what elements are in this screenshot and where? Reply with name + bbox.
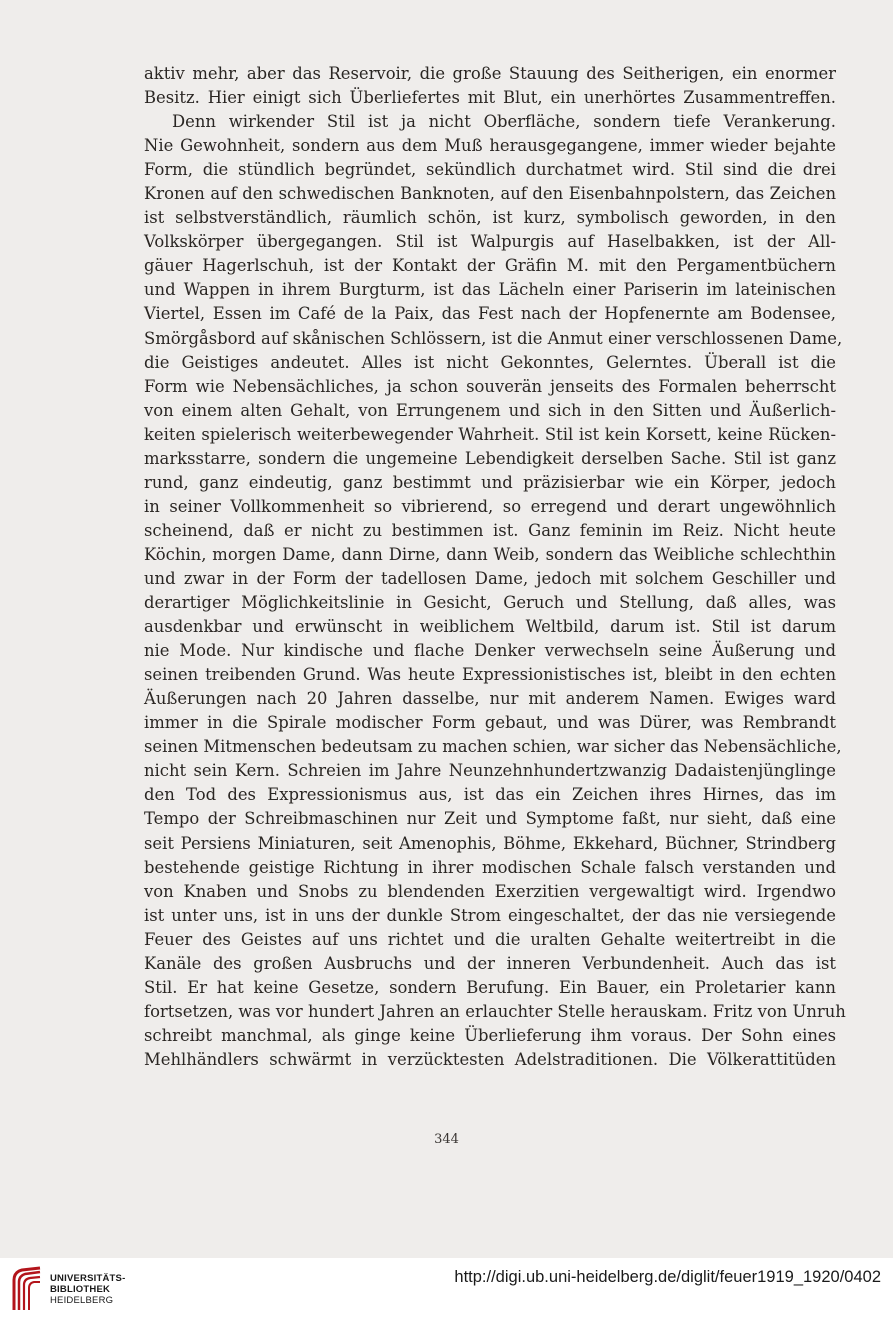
text-line: seinen Mitmenschen bedeutsam zu machen schien, war sicher das Nebensächliche, — [144, 737, 842, 757]
text-line: und Wappen in ihrem Burgturm, ist das Lächeln einer Pariserin im lateinischen — [144, 280, 836, 300]
university-library-logo-icon — [10, 1266, 44, 1312]
library-name — [50, 1273, 125, 1306]
text-line: ist selbstverständlich, räumlich schön, ist kurz, symbolisch geworden, in den — [144, 208, 836, 228]
text-line: Köchin, morgen Dame, dann Dirne, dann Weib, sondern das Weibliche schlechthin — [144, 544, 836, 564]
text-line: Nie Gewohnheit, sondern aus dem Muß herausgegangene, immer wieder bejahte — [144, 136, 836, 156]
library-name-line-3: HEIDELBERG — [50, 1295, 114, 1306]
text-line: in seiner Vollkommenheit so vibrierend, so erregend und derart ungewöhnlich — [144, 496, 836, 516]
text-line: gäuer Hagerlschuh, ist der Kontakt der Gräfin M. mit den Pergamentbüchern — [144, 256, 836, 276]
text-line: derartiger Möglichkeitslinie in Gesicht, Geruch und Stellung, daß alles, was — [144, 593, 836, 613]
text-line: Stil. Er hat keine Gesetze, sondern Berufung. Ein Bauer, ein Proletarier kann — [144, 977, 836, 997]
text-line: Feuer des Geistes auf uns richtet und die uralten Gehalte weitertreibt in die — [144, 929, 836, 949]
text-line: den Tod des Expressionismus aus, ist das ein Zeichen ihres Hirnes, das im — [144, 785, 836, 805]
text-line: Form wie Nebensächliches, ja schon souverän jenseits des Formalen beherrscht — [144, 376, 836, 396]
text-line: Kronen auf den schwedischen Banknoten, auf den Eisenbahnpolstern, das Zeichen — [144, 184, 836, 204]
text-line: marksstarre, sondern die ungemeine Lebendigkeit derselben Sache. Stil ist ganz — [144, 448, 836, 468]
text-line: Denn wirkender Stil ist ja nicht Oberfläche, sondern tiefe Verankerung. — [172, 112, 836, 132]
text-line: fortsetzen, was vor hundert Jahren an erlauchter Stelle herauskam. Fritz von Unruh — [144, 1001, 846, 1021]
text-line: Volkskörper übergegangen. Stil ist Walpurgis auf Haselbakken, ist der All- — [144, 232, 836, 252]
text-line: von einem alten Gehalt, von Errungenem und sich in den Sitten und Äußerlich- — [144, 400, 836, 420]
source-url-link[interactable]: http://digi.ub.uni-heidelberg.de/diglit/feuer1919_1920/0402 — [454, 1268, 881, 1286]
text-line: die Geistiges andeutet. Alles ist nicht Gekonntes, Gelerntes. Überall ist die — [144, 352, 836, 372]
text-line: nicht sein Kern. Schreien im Jahre Neunzehnhundertzwanzig Dadaistenjünglinge — [144, 761, 836, 781]
text-line: bestehende geistige Richtung in ihrer modischen Schale falsch verstanden und — [144, 857, 836, 877]
text-line: Viertel, Essen im Café de la Paix, das Fest nach der Hopfenernte am Bodensee, — [144, 304, 836, 324]
text-line: ausdenkbar und erwünscht in weiblichem Weltbild, darum ist. Stil ist darum — [144, 617, 836, 637]
body-text — [144, 62, 846, 1072]
text-line: Tempo der Schreibmaschinen nur Zeit und Symptome faßt, nur sieht, daß eine — [144, 809, 836, 829]
text-line: Kanäle des großen Ausbruchs und der inneren Verbundenheit. Auch das ist — [144, 953, 836, 973]
text-line: nie Mode. Nur kindische und flache Denker verwechseln seine Äußerung und — [144, 641, 836, 661]
text-line: und zwar in der Form der tadellosen Dame, jedoch mit solchem Geschiller und — [144, 568, 836, 588]
text-line: von Knaben und Snobs zu blendenden Exerzitien vergewaltigt wird. Irgendwo — [144, 881, 836, 901]
text-line: Smörgåsbord auf skånischen Schlössern, ist die Anmut einer verschlossenen Dame, — [144, 328, 843, 348]
text-line: seit Persiens Miniaturen, seit Amenophis, Böhme, Ekkehard, Büchner, Strindberg — [144, 833, 836, 853]
text-line: ist unter uns, ist in uns der dunkle Strom eingeschaltet, der das nie versiegende — [144, 905, 836, 925]
text-line: aktiv mehr, aber das Reservoir, die große Stauung des Seitherigen, ein enormer — [144, 64, 836, 83]
text-line: immer in die Spirale modischer Form gebaut, und was Dürer, was Rembrandt — [144, 713, 836, 733]
text-line: Mehlhändlers schwärmt in verzücktesten Adelstraditionen. Die Völkerattitüden — [144, 1049, 836, 1069]
library-name-line-2: BIBLIOTHEK — [50, 1284, 111, 1295]
text-line: Besitz. Hier einigt sich Überliefertes mit Blut, ein unerhörtes Zusammentreffen. — [144, 88, 836, 108]
text-line: keiten spielerisch weiterbewegender Wahrheit. Stil ist kein Korsett, keine Rücken- — [144, 424, 836, 444]
library-name-line-1: UNIVERSITÄTS- — [50, 1273, 126, 1284]
text-line: Äußerungen nach 20 Jahren dasselbe, nur mit anderem Namen. Ewiges ward — [144, 689, 836, 709]
text-line: Form, die stündlich begründet, sekündlich durchatmet wird. Stil sind die drei — [144, 160, 836, 180]
text-line: seinen treibenden Grund. Was heute Expressionistisches ist, bleibt in den echten — [144, 665, 836, 685]
text-line: schreibt manchmal, als ginge keine Überlieferung ihm voraus. Der Sohn eines — [144, 1025, 836, 1045]
text-line: scheinend, daß er nicht zu bestimmen ist. Ganz feminin im Reiz. Nicht heute — [144, 520, 836, 540]
page-number: 344 — [434, 1132, 459, 1147]
text-line: rund, ganz eindeutig, ganz bestimmt und präzisierbar wie ein Körper, jedoch — [144, 472, 836, 492]
